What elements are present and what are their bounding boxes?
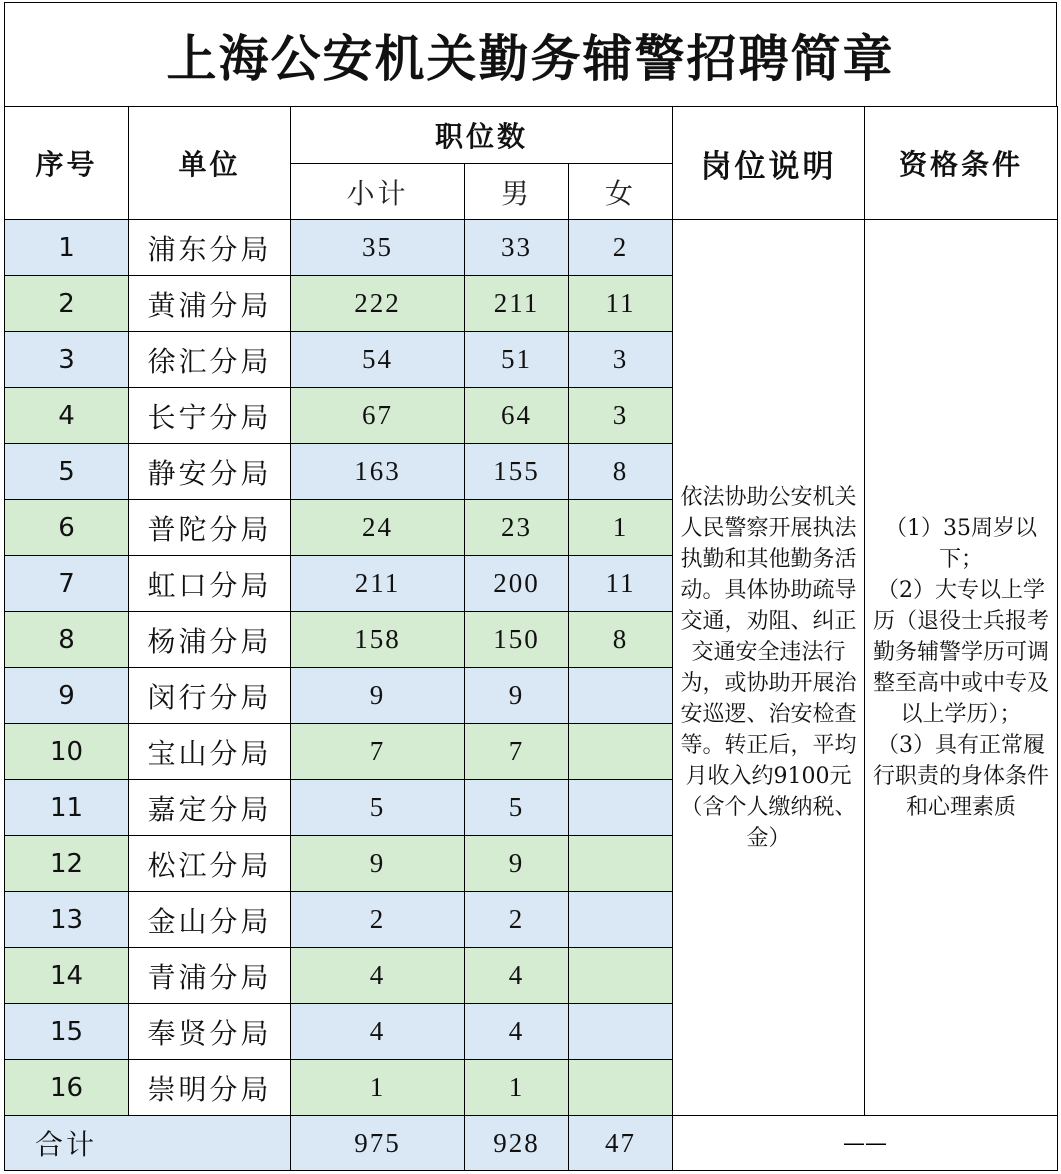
row-male: 7 [465,724,569,780]
total-label: 合计 [5,1116,291,1171]
row-unit: 金山分局 [129,892,291,948]
row-unit: 普陀分局 [129,500,291,556]
page-title: 上海公安机关勤务辅警招聘简章 [4,2,1057,106]
total-male: 928 [465,1116,569,1171]
row-female: 3 [569,332,673,388]
row-seq: 13 [5,892,129,948]
row-female: 11 [569,556,673,612]
row-seq: 2 [5,276,129,332]
row-subtotal: 222 [291,276,465,332]
row-female: 2 [569,220,673,276]
row-unit: 浦东分局 [129,220,291,276]
row-seq: 16 [5,1060,129,1116]
qualification-item: （3）具有正常履行职责的身体条件和心理素质 [873,732,1050,820]
row-subtotal: 9 [291,836,465,892]
row-female: 1 [569,500,673,556]
row-unit: 青浦分局 [129,948,291,1004]
row-female [569,668,673,724]
row-male: 5 [465,780,569,836]
total-female: 47 [569,1116,673,1171]
row-seq: 4 [5,388,129,444]
row-female [569,780,673,836]
total-dash: —— [673,1116,1058,1171]
row-seq: 5 [5,444,129,500]
row-subtotal: 5 [291,780,465,836]
row-unit: 宝山分局 [129,724,291,780]
row-unit: 嘉定分局 [129,780,291,836]
header-female: 女 [569,164,673,220]
row-male: 9 [465,668,569,724]
row-seq: 14 [5,948,129,1004]
row-seq: 10 [5,724,129,780]
row-female: 11 [569,276,673,332]
row-female: 8 [569,612,673,668]
row-male: 1 [465,1060,569,1116]
row-female: 8 [569,444,673,500]
row-seq: 8 [5,612,129,668]
row-unit: 黄浦分局 [129,276,291,332]
row-subtotal: 67 [291,388,465,444]
row-unit: 静安分局 [129,444,291,500]
row-male: 64 [465,388,569,444]
row-female: 3 [569,388,673,444]
row-subtotal: 158 [291,612,465,668]
row-seq: 15 [5,1004,129,1060]
row-seq: 7 [5,556,129,612]
description-cell [673,220,865,1116]
positions-table [4,106,1058,1171]
row-subtotal: 24 [291,500,465,556]
row-seq: 1 [5,220,129,276]
row-male: 4 [465,1004,569,1060]
qualification-item: （1）35周岁以下； [885,515,1038,572]
header-unit: 单位 [129,107,291,220]
row-male: 200 [465,556,569,612]
row-male: 155 [465,444,569,500]
description-text: 依法协助公安机关人民警察开展执法执勤和其他勤务活动。具体协助疏导交通，劝阻、纠正交通安全违法行为，或协助开展治安巡逻、治安检查等。转正后，平均月收入约9100元（含个人缴纳税、金） [680,484,857,851]
row-female [569,724,673,780]
row-male: 51 [465,332,569,388]
row-subtotal: 9 [291,668,465,724]
row-subtotal: 211 [291,556,465,612]
table-row [5,220,1058,276]
total-row [5,1116,1058,1171]
row-seq: 6 [5,500,129,556]
row-unit: 闵行分局 [129,668,291,724]
row-unit: 奉贤分局 [129,1004,291,1060]
total-subtotal: 975 [291,1116,465,1171]
row-female [569,1060,673,1116]
row-unit: 徐汇分局 [129,332,291,388]
row-seq: 12 [5,836,129,892]
row-male: 23 [465,500,569,556]
row-male: 150 [465,612,569,668]
row-male: 9 [465,836,569,892]
row-unit: 崇明分局 [129,1060,291,1116]
header-subtotal: 小计 [291,164,465,220]
header-male: 男 [465,164,569,220]
row-female [569,892,673,948]
row-unit: 杨浦分局 [129,612,291,668]
row-unit: 长宁分局 [129,388,291,444]
row-seq: 3 [5,332,129,388]
row-subtotal: 163 [291,444,465,500]
row-male: 2 [465,892,569,948]
row-male: 33 [465,220,569,276]
row-subtotal: 4 [291,948,465,1004]
row-female [569,948,673,1004]
row-seq: 9 [5,668,129,724]
row-subtotal: 35 [291,220,465,276]
header-description: 岗位说明 [673,107,865,220]
row-subtotal: 1 [291,1060,465,1116]
row-subtotal: 4 [291,1004,465,1060]
row-female [569,1004,673,1060]
row-unit: 松江分局 [129,836,291,892]
qualification-item: （2）大专以上学历（退役士兵报考勤务辅警学历可调整至高中或中专及以上学历）； [873,577,1050,727]
header-qualifications: 资格条件 [865,107,1058,220]
row-subtotal: 2 [291,892,465,948]
row-male: 211 [465,276,569,332]
header-seq: 序号 [5,107,129,220]
table-body [5,220,1058,1116]
row-unit: 虹口分局 [129,556,291,612]
row-subtotal: 7 [291,724,465,780]
qualifications-cell [865,220,1058,1116]
row-male: 4 [465,948,569,1004]
row-seq: 11 [5,780,129,836]
row-subtotal: 54 [291,332,465,388]
header-positions: 职位数 [291,107,673,164]
row-female [569,836,673,892]
